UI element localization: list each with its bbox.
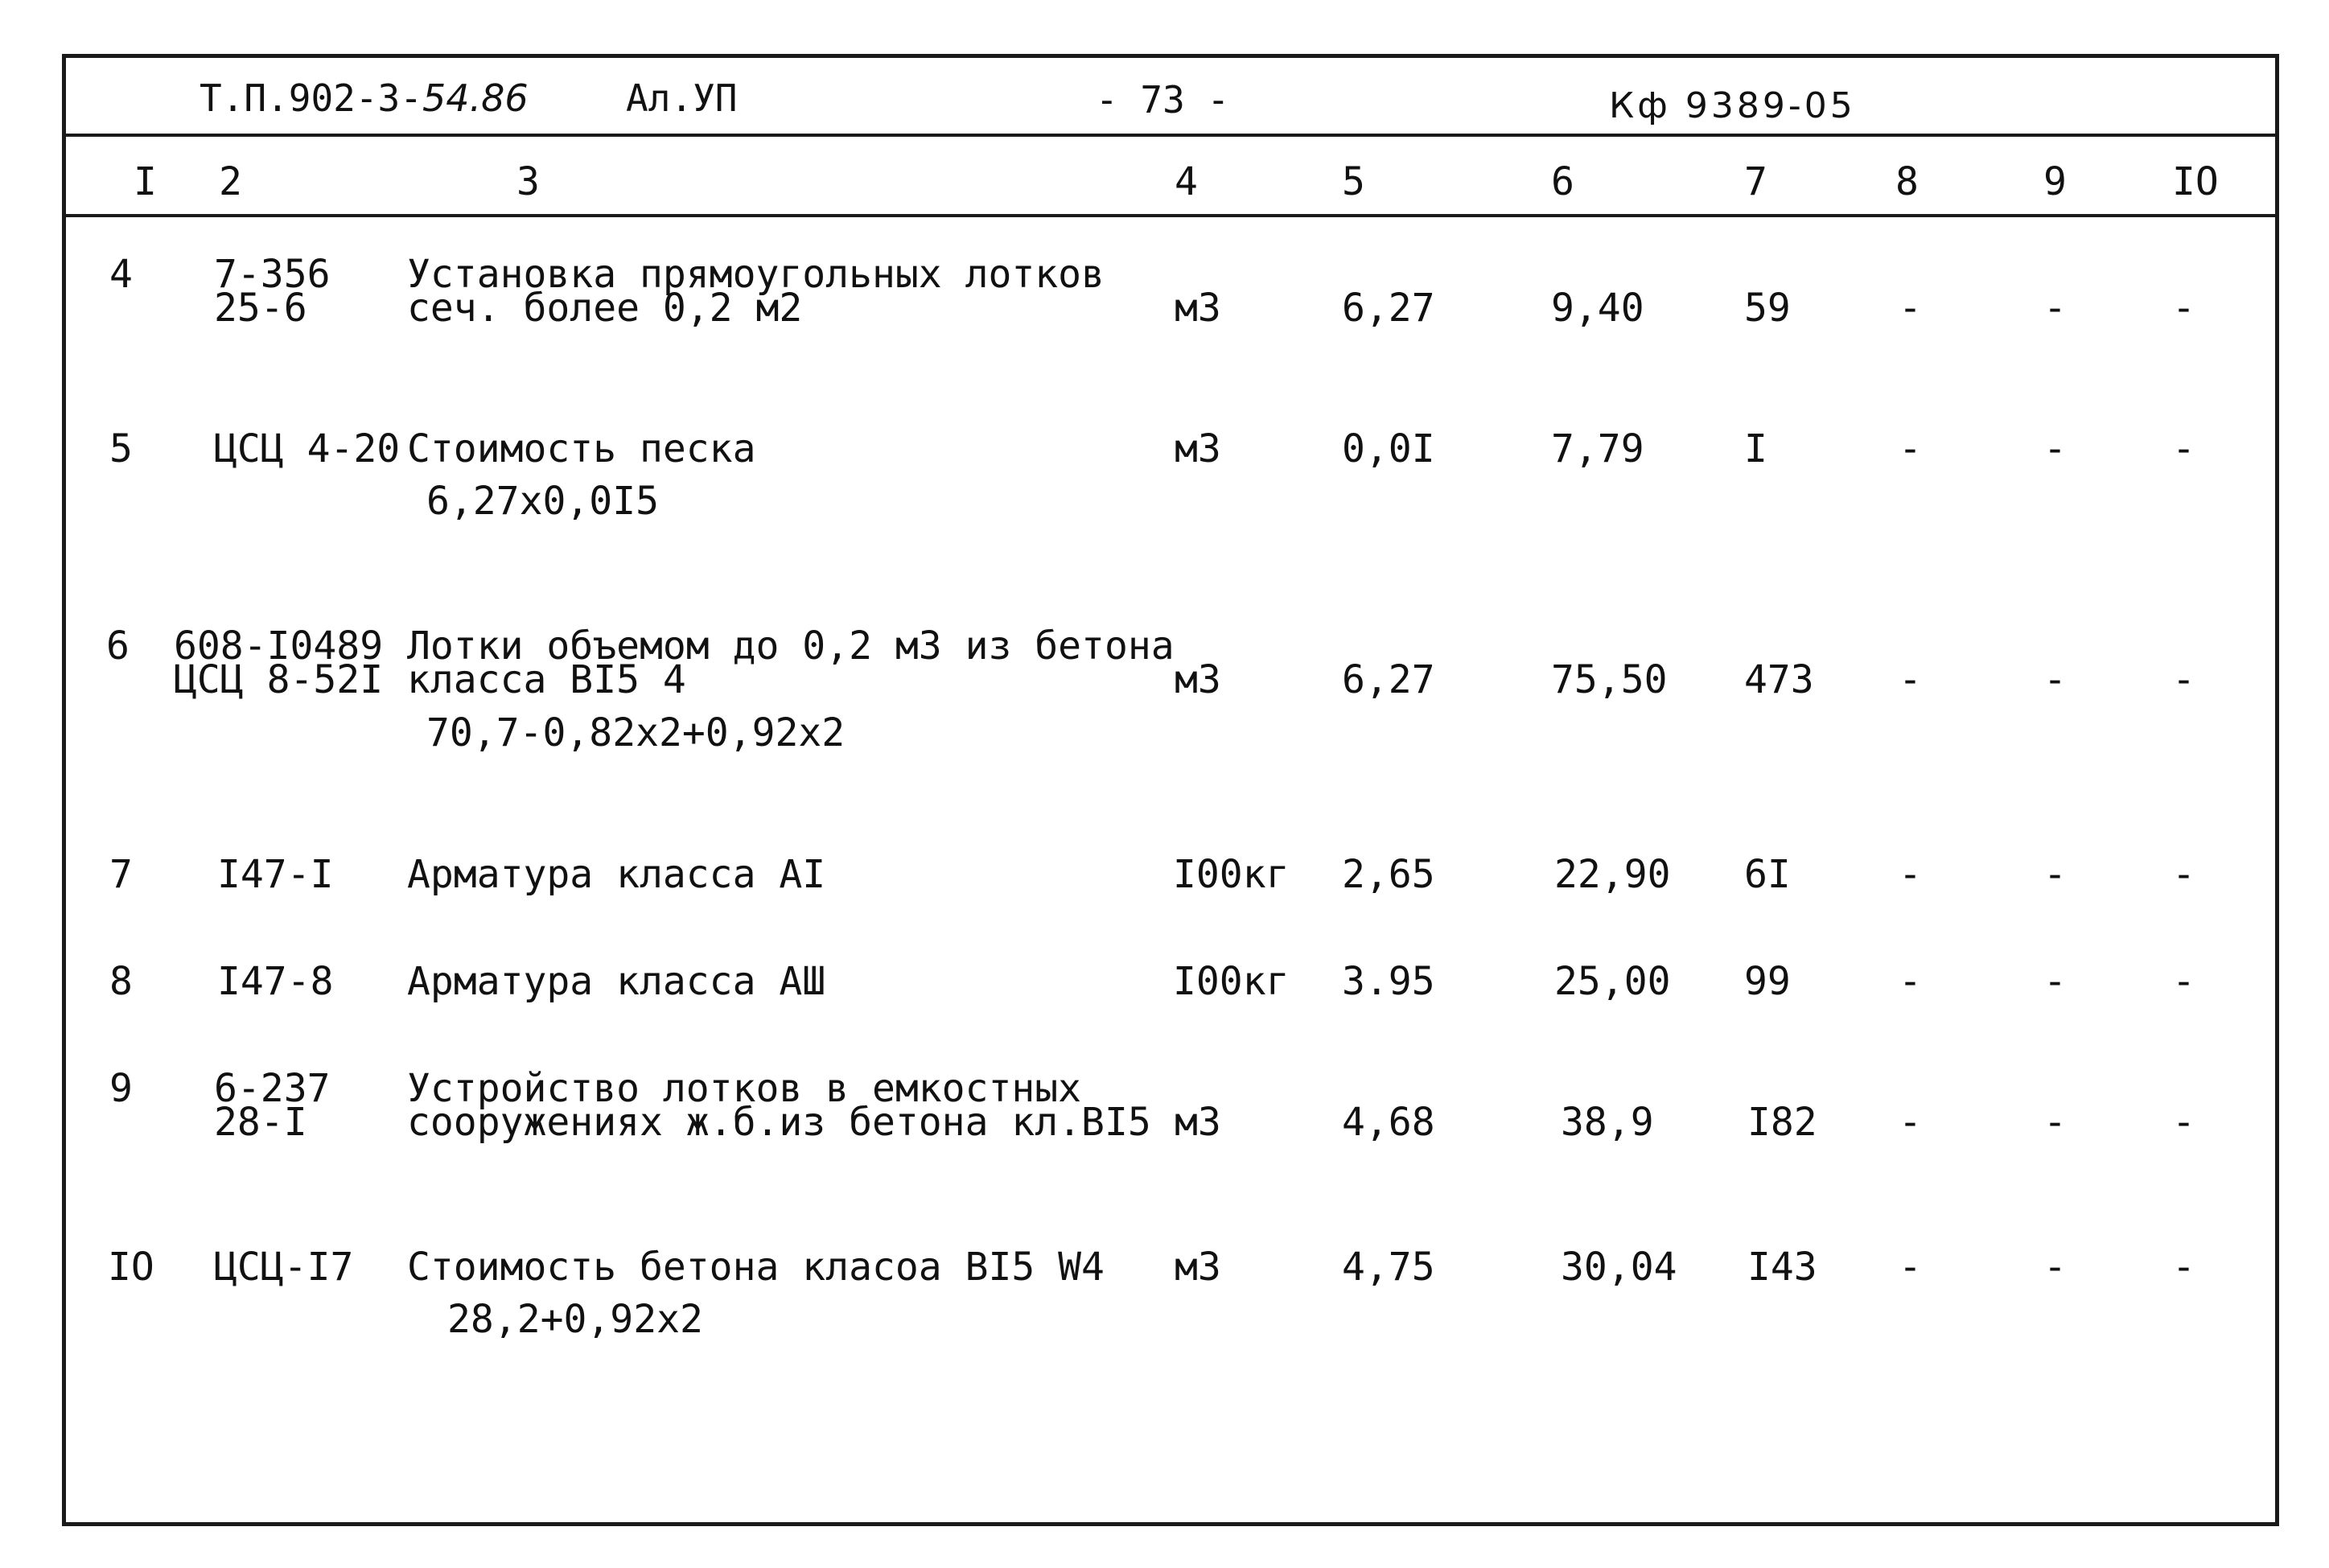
header-divider bbox=[62, 134, 2279, 137]
unit-price: 22,90 bbox=[1554, 852, 1671, 897]
quantity: 6,27 bbox=[1342, 286, 1435, 331]
calculation-note: 28,2+0,92х2 bbox=[447, 1297, 703, 1342]
col-9-value: - bbox=[2043, 657, 2067, 702]
column-number-3: 3 bbox=[516, 159, 540, 204]
column-number-10: IO bbox=[2172, 159, 2219, 204]
unit-price: 30,04 bbox=[1561, 1245, 1677, 1290]
col-8-value: - bbox=[1899, 959, 1922, 1004]
item-name-line-1: Арматура класса AШ bbox=[407, 959, 826, 1004]
col-9-value: - bbox=[2043, 852, 2067, 897]
unit: м3 bbox=[1175, 657, 1221, 702]
unit: м3 bbox=[1175, 1100, 1221, 1145]
col-10-value: - bbox=[2172, 426, 2195, 471]
column-number-8: 8 bbox=[1895, 159, 1919, 204]
item-name-line-2: сеч. более 0,2 м2 bbox=[407, 286, 803, 331]
album-label: Ал.УП bbox=[626, 76, 738, 120]
column-number-9: 9 bbox=[2043, 159, 2067, 204]
col-9-value: - bbox=[2043, 426, 2067, 471]
col-9-value: - bbox=[2043, 959, 2067, 1004]
norm-code-line-2: 25-6 bbox=[214, 286, 307, 331]
column-number-1: I bbox=[134, 159, 157, 204]
col-10-value: - bbox=[2172, 959, 2195, 1004]
unit: м3 bbox=[1175, 286, 1221, 331]
unit-price: 38,9 bbox=[1561, 1100, 1654, 1145]
item-name-line-2: класса BI5 4 bbox=[407, 657, 686, 702]
norm-code-line-1: I47-8 bbox=[217, 959, 334, 1004]
norm-code-line-1: 608-I0489 bbox=[174, 623, 384, 669]
total-cost: 473 bbox=[1744, 657, 1814, 702]
norm-code-line-2: ЦСЦ 8-52I bbox=[174, 657, 384, 702]
calculation-note: 70,7-0,82х2+0,92х2 bbox=[426, 710, 846, 755]
item-name-line-1: Лотки объемом до 0,2 м3 из бетона bbox=[407, 623, 1175, 669]
norm-code-line-1: 7-356 bbox=[214, 252, 331, 297]
quantity: 4,75 bbox=[1342, 1245, 1435, 1290]
document-frame bbox=[62, 54, 2279, 1526]
col-8-value: - bbox=[1899, 286, 1922, 331]
col-10-value: - bbox=[2172, 1245, 2195, 1290]
quantity: 3.95 bbox=[1342, 959, 1435, 1004]
row-number: 4 bbox=[109, 252, 133, 297]
col-10-value: - bbox=[2172, 1100, 2195, 1145]
norm-code-line-1: ЦСЦ-I7 bbox=[214, 1245, 354, 1290]
col-9-value: - bbox=[2043, 1100, 2067, 1145]
row-number: IO bbox=[108, 1245, 154, 1290]
col-8-value: - bbox=[1899, 1100, 1922, 1145]
column-number-7: 7 bbox=[1744, 159, 1767, 204]
col-9-value: - bbox=[2043, 1245, 2067, 1290]
total-cost: 59 bbox=[1744, 286, 1791, 331]
unit: I00кг bbox=[1173, 959, 1290, 1004]
col-8-value: - bbox=[1899, 657, 1922, 702]
norm-code-line-1: I47-I bbox=[217, 852, 334, 897]
col-10-value: - bbox=[2172, 286, 2195, 331]
col-10-value: - bbox=[2172, 852, 2195, 897]
total-cost: I43 bbox=[1747, 1245, 1817, 1290]
unit: I00кг bbox=[1173, 852, 1290, 897]
col-8-value: - bbox=[1899, 1245, 1922, 1290]
quantity: 0,0I bbox=[1342, 426, 1435, 471]
item-name-line-2: сооружениях ж.б.из бетона кл.BI5 bbox=[407, 1100, 1151, 1145]
row-number: 8 bbox=[109, 959, 133, 1004]
total-cost: I bbox=[1744, 426, 1767, 471]
row-number: 6 bbox=[106, 623, 130, 669]
row-number: 9 bbox=[109, 1066, 133, 1111]
col-8-value: - bbox=[1899, 852, 1922, 897]
norm-code-line-1: ЦСЦ 4-20 bbox=[214, 426, 401, 471]
quantity: 6,27 bbox=[1342, 657, 1435, 702]
unit-price: 7,79 bbox=[1551, 426, 1644, 471]
norm-code-line-2: 28-I bbox=[214, 1100, 307, 1145]
column-header-divider bbox=[62, 214, 2279, 217]
row-number: 7 bbox=[109, 852, 133, 897]
unit: м3 bbox=[1175, 1245, 1221, 1290]
unit-price: 9,40 bbox=[1551, 286, 1644, 331]
column-number-5: 5 bbox=[1342, 159, 1365, 204]
item-name-line-1: Устройство лотков в емкостных bbox=[407, 1066, 1082, 1111]
quantity: 4,68 bbox=[1342, 1100, 1435, 1145]
col-8-value: - bbox=[1899, 426, 1922, 471]
item-name-line-1: Установка прямоугольных лотков bbox=[407, 252, 1105, 297]
archive-stamp: Кф 9389-05 bbox=[1609, 85, 1856, 126]
column-number-2: 2 bbox=[219, 159, 242, 204]
col-9-value: - bbox=[2043, 286, 2067, 331]
unit: м3 bbox=[1175, 426, 1221, 471]
item-name-line-1: Стоимость бетона класоа BI5 W4 bbox=[407, 1245, 1105, 1290]
calculation-note: 6,27х0,0I5 bbox=[426, 479, 659, 524]
total-cost: 99 bbox=[1744, 959, 1791, 1004]
total-cost: 6I bbox=[1744, 852, 1791, 897]
column-number-4: 4 bbox=[1175, 159, 1198, 204]
total-cost: I82 bbox=[1747, 1100, 1817, 1145]
col-10-value: - bbox=[2172, 657, 2195, 702]
row-number: 5 bbox=[109, 426, 133, 471]
column-number-6: 6 bbox=[1551, 159, 1574, 204]
unit-price: 25,00 bbox=[1554, 959, 1671, 1004]
unit-price: 75,50 bbox=[1551, 657, 1668, 702]
item-name-line-1: Стоимость песка bbox=[407, 426, 756, 471]
page-number: - 73 - bbox=[1096, 78, 1230, 121]
doc-code: Т.П.902-3-54.86 bbox=[200, 76, 529, 120]
item-name-line-1: Арматура класса AI bbox=[407, 852, 826, 897]
norm-code-line-1: 6-237 bbox=[214, 1066, 331, 1111]
quantity: 2,65 bbox=[1342, 852, 1435, 897]
